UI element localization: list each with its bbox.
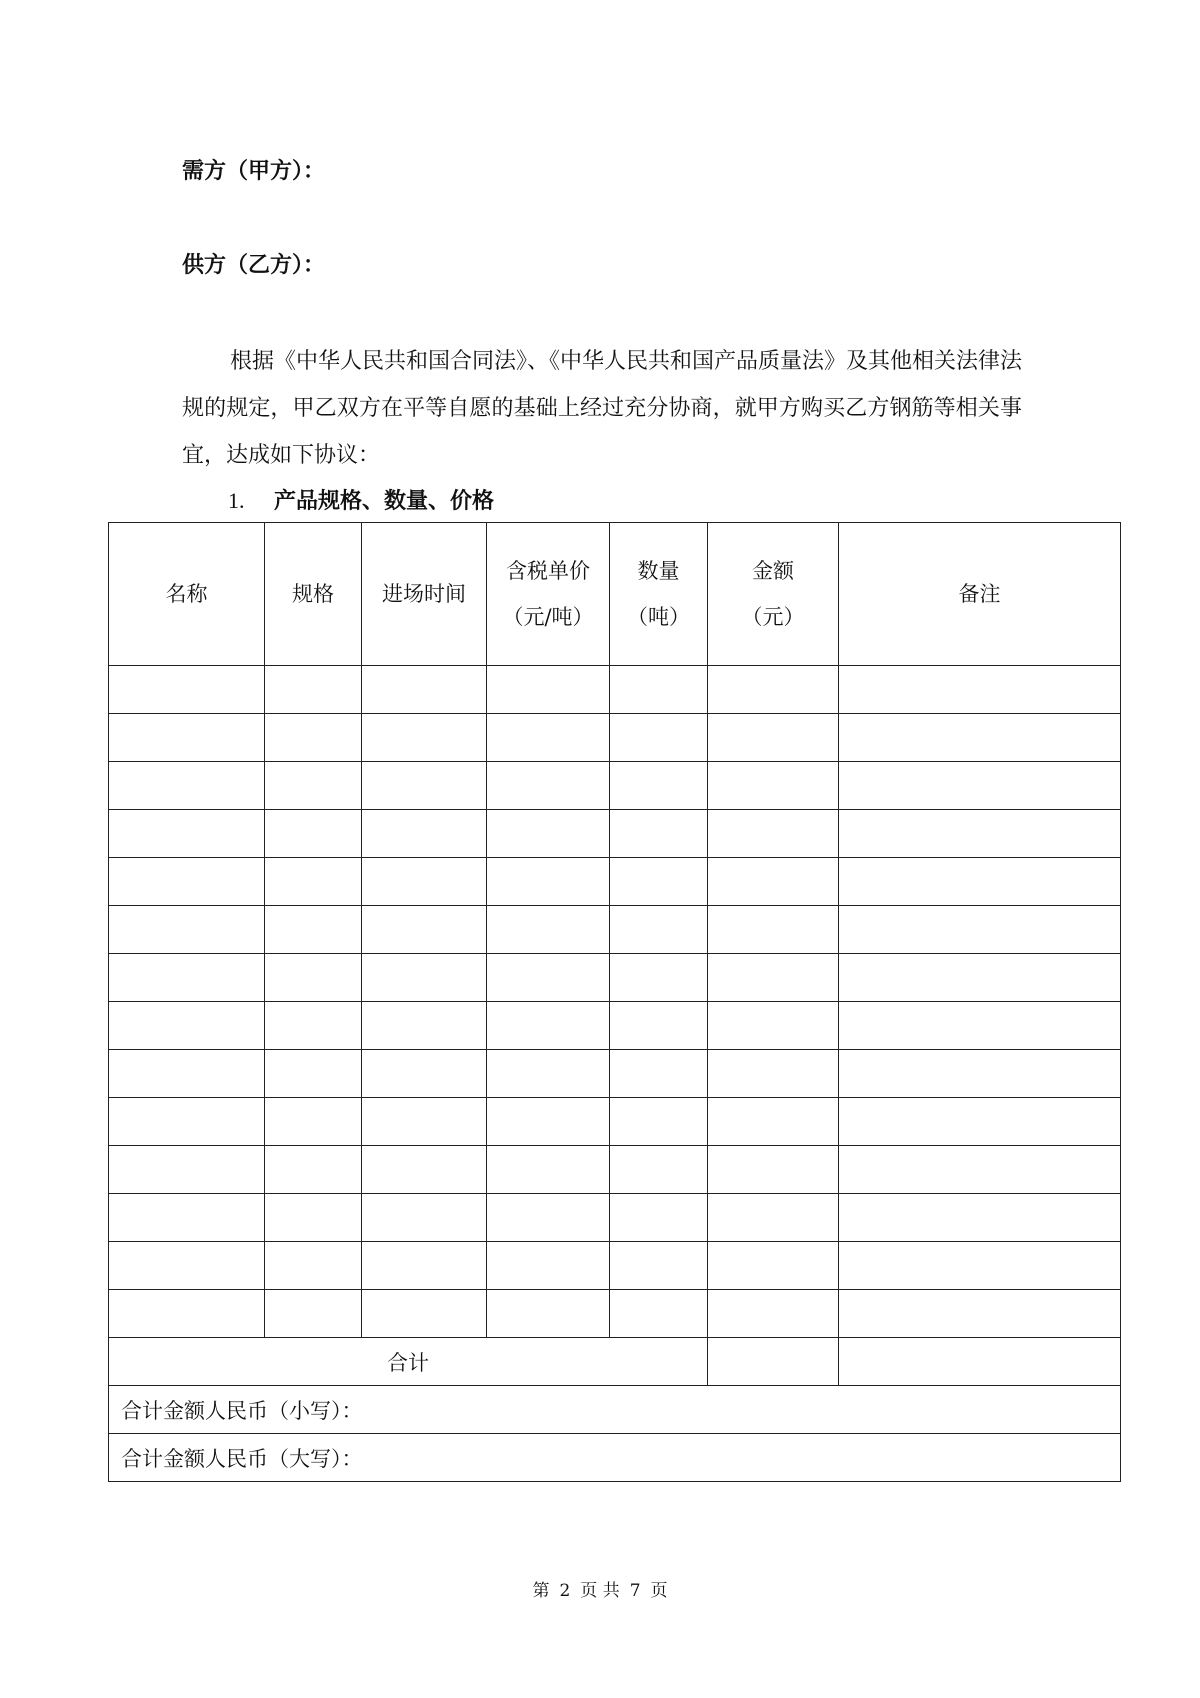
cell-unit-price[interactable] — [487, 762, 610, 810]
cell-remarks[interactable] — [839, 1002, 1121, 1050]
cell-amount[interactable] — [708, 810, 839, 858]
cell-name[interactable] — [109, 1242, 265, 1290]
cell-remarks[interactable] — [839, 714, 1121, 762]
cell-amount[interactable] — [708, 762, 839, 810]
cell-name[interactable] — [109, 858, 265, 906]
cell-entry-time[interactable] — [362, 1002, 487, 1050]
seller-label: 供方（乙方）： — [182, 253, 326, 278]
header-amount-line1: 金额 — [752, 559, 794, 583]
cell-name[interactable] — [109, 810, 265, 858]
cell-spec[interactable] — [265, 1050, 362, 1098]
cell-quantity[interactable] — [610, 1146, 708, 1194]
cell-remarks[interactable] — [839, 1146, 1121, 1194]
cell-name[interactable] — [109, 666, 265, 714]
cell-remarks[interactable] — [839, 1050, 1121, 1098]
product-table — [108, 522, 1121, 1482]
cell-amount[interactable] — [708, 1002, 839, 1050]
cell-entry-time[interactable] — [362, 1290, 487, 1338]
cell-spec[interactable] — [265, 1146, 362, 1194]
cell-remarks[interactable] — [839, 1290, 1121, 1338]
section-title: 产品规格、数量、价格 — [274, 489, 495, 514]
cell-entry-time[interactable] — [362, 1194, 487, 1242]
cell-remarks[interactable] — [839, 1242, 1121, 1290]
cell-quantity[interactable] — [610, 1290, 708, 1338]
cell-amount[interactable] — [708, 1050, 839, 1098]
footer-page-number: 2 — [559, 1581, 571, 1601]
table-row — [109, 666, 1121, 714]
cell-spec[interactable] — [265, 1002, 362, 1050]
cell-quantity[interactable] — [610, 858, 708, 906]
table-row — [109, 906, 1121, 954]
total-uppercase-label[interactable]: 合计金额人民币（大写）： — [109, 1434, 1121, 1482]
cell-entry-time[interactable] — [362, 1242, 487, 1290]
cell-unit-price[interactable] — [487, 954, 610, 1002]
cell-entry-time[interactable] — [362, 762, 487, 810]
header-quantity-line2: （吨） — [627, 605, 690, 629]
total-lowercase-row — [109, 1386, 1121, 1434]
cell-name[interactable] — [109, 1050, 265, 1098]
cell-entry-time[interactable] — [362, 1146, 487, 1194]
header-quantity — [610, 523, 708, 666]
cell-name[interactable] — [109, 1290, 265, 1338]
header-amount — [708, 523, 839, 666]
cell-quantity[interactable] — [610, 1098, 708, 1146]
page-footer — [0, 1576, 1200, 1601]
cell-spec[interactable] — [265, 1194, 362, 1242]
table-row — [109, 1050, 1121, 1098]
cell-remarks[interactable] — [839, 906, 1121, 954]
cell-spec[interactable] — [265, 1242, 362, 1290]
cell-unit-price[interactable] — [487, 714, 610, 762]
cell-name[interactable] — [109, 954, 265, 1002]
cell-quantity[interactable] — [610, 1242, 708, 1290]
cell-quantity[interactable] — [610, 810, 708, 858]
cell-entry-time[interactable] — [362, 810, 487, 858]
section-number: 1. — [228, 488, 245, 513]
cell-remarks[interactable] — [839, 762, 1121, 810]
cell-amount[interactable] — [708, 954, 839, 1002]
cell-amount[interactable] — [708, 1098, 839, 1146]
cell-unit-price[interactable] — [487, 810, 610, 858]
header-name: 名称 — [109, 523, 265, 666]
table-row — [109, 810, 1121, 858]
header-entry-time: 进场时间 — [362, 523, 487, 666]
cell-quantity[interactable] — [610, 714, 708, 762]
cell-name[interactable] — [109, 1146, 265, 1194]
header-quantity-line1: 数量 — [637, 559, 680, 583]
header-remarks: 备注 — [839, 523, 1121, 666]
total-amount-cell[interactable] — [708, 1338, 839, 1386]
cell-unit-price[interactable] — [487, 1242, 610, 1290]
cell-unit-price[interactable] — [487, 906, 610, 954]
footer-prefix: 第 — [532, 1581, 550, 1601]
cell-unit-price[interactable] — [487, 666, 610, 714]
cell-entry-time[interactable] — [362, 906, 487, 954]
cell-amount[interactable] — [708, 1290, 839, 1338]
cell-remarks[interactable] — [839, 954, 1121, 1002]
total-lowercase-label[interactable]: 合计金额人民币（小写）： — [109, 1386, 1121, 1434]
cell-remarks[interactable] — [839, 1194, 1121, 1242]
header-spec: 规格 — [265, 523, 362, 666]
cell-entry-time[interactable] — [362, 666, 487, 714]
cell-quantity[interactable] — [610, 666, 708, 714]
cell-name[interactable] — [109, 714, 265, 762]
total-remarks-cell[interactable] — [839, 1338, 1121, 1386]
cell-spec[interactable] — [265, 666, 362, 714]
cell-amount[interactable] — [708, 906, 839, 954]
cell-unit-price[interactable] — [487, 1002, 610, 1050]
header-unit-price-line2: （元/吨） — [502, 605, 594, 629]
buyer-label: 需方（甲方）： — [182, 159, 326, 184]
cell-amount[interactable] — [708, 666, 839, 714]
intro-paragraph: 根据《中华人民共和国合同法》、《中华人民共和国产品质量法》及其他相关法律法规的规定，甲乙双方在平等自愿的基础上经过充分协商，就甲方购买乙方钢筋等相关事宜，达成如下协议： — [182, 349, 1023, 468]
cell-quantity[interactable] — [610, 1194, 708, 1242]
table-row — [109, 1290, 1121, 1338]
cell-spec[interactable] — [265, 1098, 362, 1146]
table-row — [109, 1242, 1121, 1290]
cell-name[interactable] — [109, 906, 265, 954]
header-unit-price — [487, 523, 610, 666]
cell-entry-time[interactable] — [362, 1050, 487, 1098]
cell-name[interactable] — [109, 762, 265, 810]
footer-total-pages: 7 — [629, 1581, 641, 1601]
cell-name[interactable] — [109, 1098, 265, 1146]
cell-quantity[interactable] — [610, 906, 708, 954]
cell-entry-time[interactable] — [362, 1098, 487, 1146]
total-row — [109, 1338, 1121, 1386]
cell-entry-time[interactable] — [362, 858, 487, 906]
cell-name[interactable] — [109, 1002, 265, 1050]
cell-amount[interactable] — [708, 858, 839, 906]
cell-amount[interactable] — [708, 1146, 839, 1194]
cell-unit-price[interactable] — [487, 1098, 610, 1146]
total-uppercase-row — [109, 1434, 1121, 1482]
cell-spec[interactable] — [265, 762, 362, 810]
cell-remarks[interactable] — [839, 810, 1121, 858]
header-amount-line2: （元） — [741, 605, 805, 629]
cell-quantity[interactable] — [610, 1050, 708, 1098]
cell-entry-time[interactable] — [362, 954, 487, 1002]
cell-unit-price[interactable] — [487, 1194, 610, 1242]
header-unit-price-line1: 含税单价 — [506, 559, 590, 583]
footer-suffix: 页 — [650, 1581, 668, 1601]
table-row — [109, 1194, 1121, 1242]
table-row — [109, 1146, 1121, 1194]
cell-entry-time[interactable] — [362, 714, 487, 762]
cell-spec[interactable] — [265, 858, 362, 906]
cell-unit-price[interactable] — [487, 1290, 610, 1338]
cell-remarks[interactable] — [839, 1098, 1121, 1146]
cell-amount[interactable] — [708, 1242, 839, 1290]
cell-spec[interactable] — [265, 1290, 362, 1338]
table-header-row — [109, 523, 1121, 666]
cell-amount[interactable] — [708, 714, 839, 762]
section-heading — [228, 484, 494, 515]
cell-unit-price[interactable] — [487, 858, 610, 906]
cell-spec[interactable] — [265, 906, 362, 954]
footer-middle: 页 共 — [580, 1581, 620, 1601]
cell-spec[interactable] — [265, 714, 362, 762]
cell-quantity[interactable] — [610, 1002, 708, 1050]
cell-spec[interactable] — [265, 810, 362, 858]
cell-quantity[interactable] — [610, 954, 708, 1002]
cell-quantity[interactable] — [610, 762, 708, 810]
cell-unit-price[interactable] — [487, 1146, 610, 1194]
table-row — [109, 858, 1121, 906]
total-label: 合计 — [109, 1338, 708, 1386]
table-row — [109, 1098, 1121, 1146]
table-row — [109, 954, 1121, 1002]
cell-remarks[interactable] — [839, 858, 1121, 906]
cell-unit-price[interactable] — [487, 1050, 610, 1098]
cell-remarks[interactable] — [839, 666, 1121, 714]
table-row — [109, 762, 1121, 810]
table-row — [109, 1002, 1121, 1050]
cell-amount[interactable] — [708, 1194, 839, 1242]
cell-name[interactable] — [109, 1194, 265, 1242]
table-row — [109, 714, 1121, 762]
cell-spec[interactable] — [265, 954, 362, 1002]
